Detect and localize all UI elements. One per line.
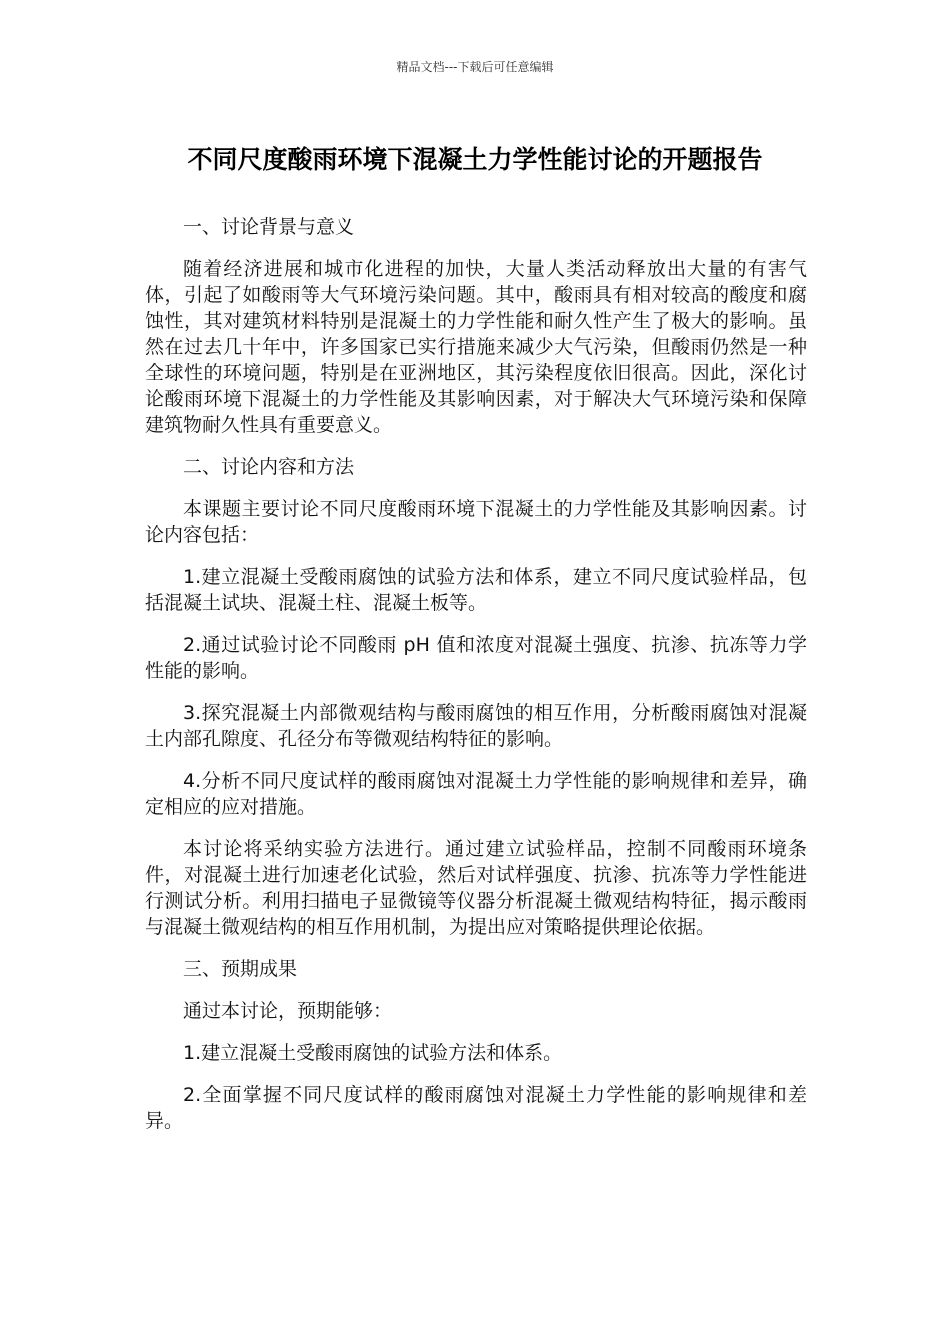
list-item-content-3: 3.探究混凝土内部微观结构与酸雨腐蚀的相互作用，分析酸雨腐蚀对混凝土内部孔隙度、孔径分布等微观结构特征的影响。 (145, 702, 807, 750)
page-header-note: 精品文档---下载后可任意编辑 (396, 60, 554, 74)
paragraph-background: 随着经济进展和城市化进程的加快，大量人类活动释放出大量的有害气体，引起了如酸雨等大气环境污染问题。其中，酸雨具有相对较高的酸度和腐蚀性，其对建筑材料特别是混凝土的力学性能和耐久性产生了极大的影响。虽然在过去几十年中，许多国家已实行措施来减少大气污染，但酸雨仍然是一种全球性的环境问题，特别是在亚洲地区，其污染程度依旧很高。因此，深化讨论酸雨环境下混凝土的力学性能及其影响因素，对于解决大气环境污染和保障建筑物耐久性具有重要意义。 (145, 258, 807, 436)
paragraph-content-intro: 本课题主要讨论不同尺度酸雨环境下混凝土的力学性能及其影响因素。讨论内容包括： (145, 498, 807, 546)
document-title: 不同尺度酸雨环境下混凝土力学性能讨论的开题报告 (187, 145, 763, 174)
paragraph-results-intro: 通过本讨论，预期能够： (183, 1000, 393, 1022)
list-item-content-4: 4.分析不同尺度试样的酸雨腐蚀对混凝土力学性能的影响规律和差异，确定相应的应对措施。 (145, 770, 807, 818)
section-heading-content-methods: 二、讨论内容和方法 (183, 456, 355, 478)
list-item-content-1: 1.建立混凝土受酸雨腐蚀的试验方法和体系，建立不同尺度试验样品，包括混凝土试块、混凝土柱、混凝土板等。 (145, 566, 807, 614)
paragraph-methods: 本讨论将采纳实验方法进行。通过建立试验样品，控制不同酸雨环境条件，对混凝土进行加速老化试验，然后对试样强度、抗渗、抗冻等力学性能进行测试分析。利用扫描电子显微镜等仪器分析混凝土微观结构特征，揭示酸雨与混凝土微观结构的相互作用机制，为提出应对策略提供理论依据。 (145, 838, 807, 938)
section-heading-expected-results: 三、预期成果 (183, 958, 298, 980)
list-item-result-2: 2.全面掌握不同尺度试样的酸雨腐蚀对混凝土力学性能的影响规律和差异。 (145, 1084, 807, 1132)
list-item-content-2: 2.通过试验讨论不同酸雨 pH 值和浓度对混凝土强度、抗渗、抗冻等力学性能的影响。 (145, 634, 807, 682)
list-item-result-1: 1.建立混凝土受酸雨腐蚀的试验方法和体系。 (183, 1042, 563, 1064)
document-body (145, 214, 807, 1150)
section-heading-background: 一、讨论背景与意义 (183, 216, 355, 238)
